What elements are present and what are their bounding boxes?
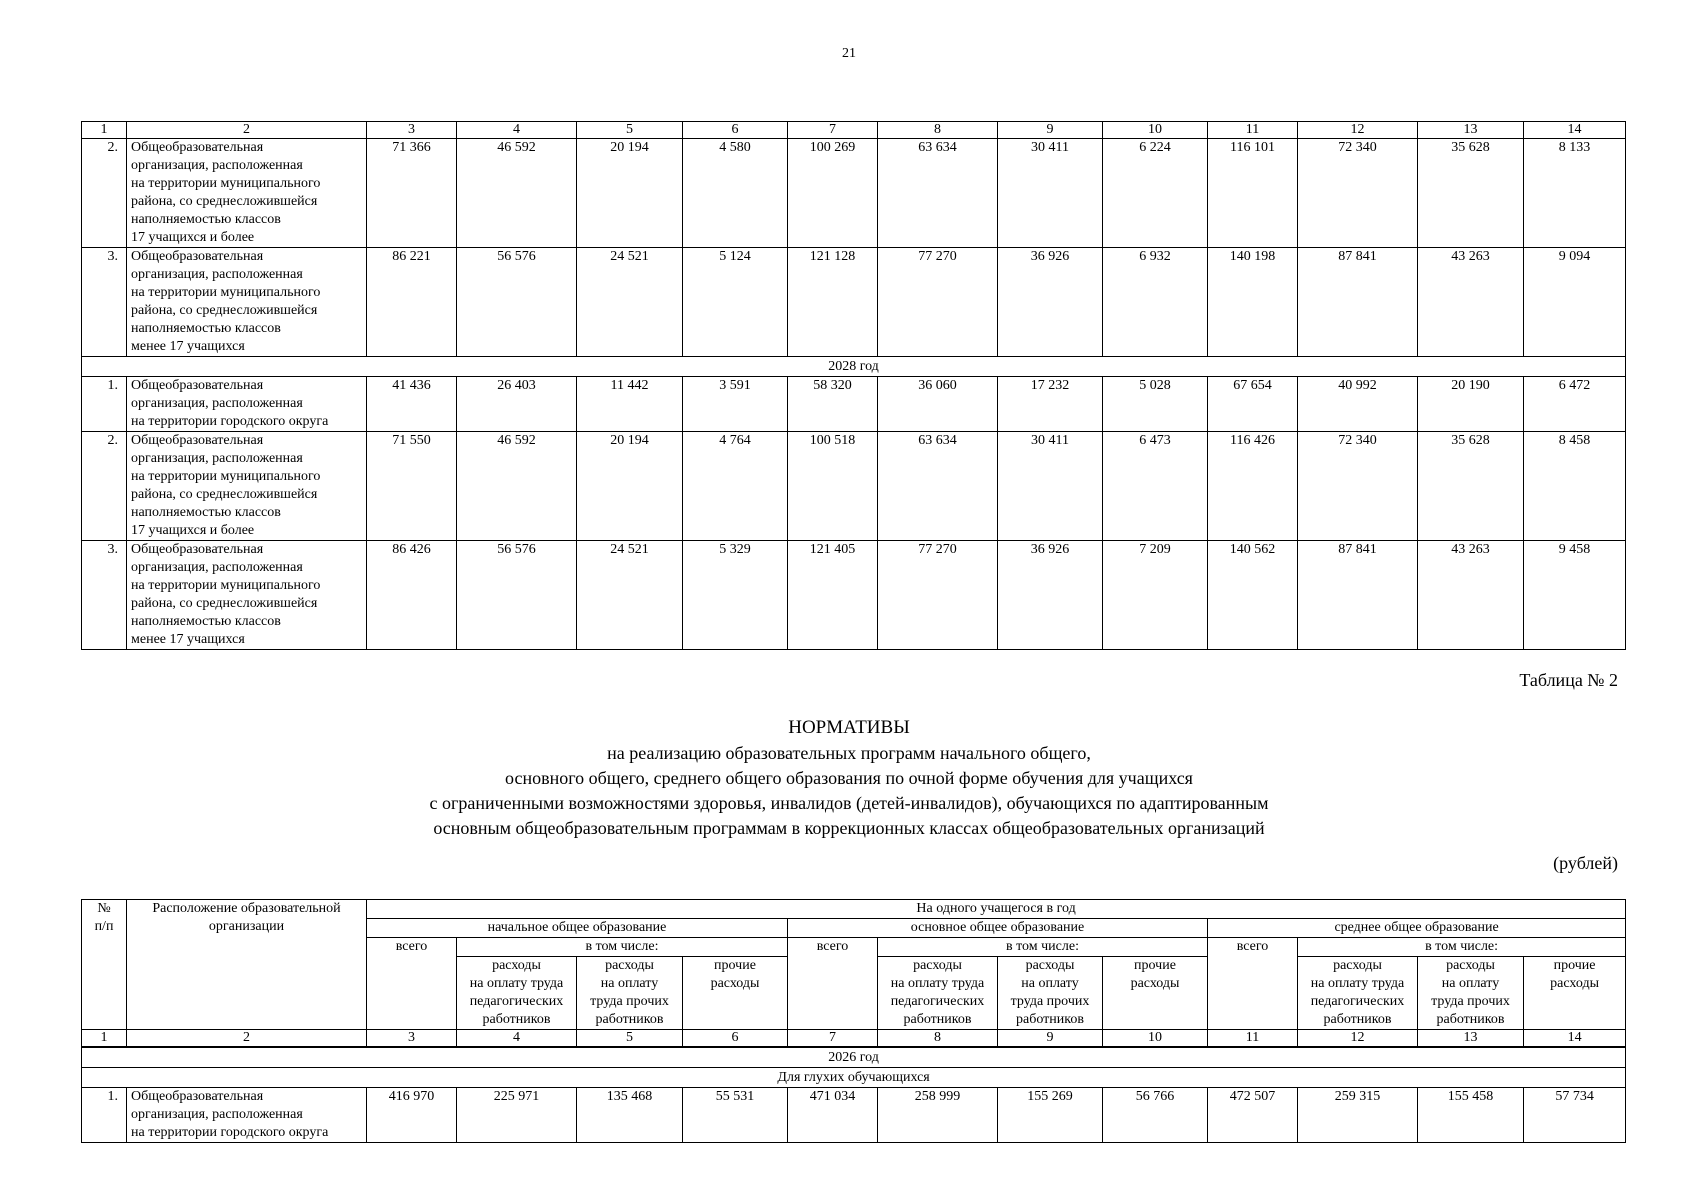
column-number: 12 [1298, 122, 1418, 139]
title-line: основным общеобразовательным программам в коррекционных классах общеобразовательных организаций [433, 818, 1265, 838]
organization-name-line: 17 учащихся и более [131, 230, 255, 245]
header-subcolumn [998, 957, 1103, 1030]
organization-name [127, 541, 367, 650]
organization-name-line: района, со среднесложившейся [131, 596, 318, 611]
row-index: 3. [82, 248, 127, 357]
value-cell: 36 060 [878, 377, 998, 432]
organization-name [127, 139, 367, 248]
header-text: расходы [492, 958, 541, 973]
value-cell: 6 473 [1103, 432, 1208, 541]
header-text: расходы [1130, 976, 1180, 991]
header-text: на оплату труда [1310, 976, 1405, 991]
title-heading: НОРМАТИВЫ [788, 717, 910, 738]
column-number: 5 [577, 1030, 683, 1048]
header-row-1 [82, 900, 1626, 919]
header-text: расходы [605, 958, 654, 973]
value-cell: 5 028 [1103, 377, 1208, 432]
value-cell: 30 411 [998, 139, 1103, 248]
organization-name-line: Общеобразовательная [131, 378, 264, 393]
table-rows-group [82, 139, 1626, 357]
header-text: п/п [94, 919, 114, 934]
value-cell: 30 411 [998, 432, 1103, 541]
organization-name-line: организация, расположенная [131, 158, 303, 173]
header-subcolumn [1103, 957, 1208, 1030]
column-number: 5 [577, 122, 683, 139]
value-cell: 116 101 [1208, 139, 1298, 248]
table-row [82, 248, 1626, 357]
normatives-table-2 [81, 899, 1626, 1143]
organization-name-line: организация, расположенная [131, 267, 303, 282]
header-location [127, 900, 367, 1030]
table-label: Таблица № 2 [1519, 670, 1618, 690]
organization-name-line: организация, расположенная [131, 1107, 303, 1122]
value-cell: 100 269 [788, 139, 878, 248]
value-cell: 72 340 [1298, 432, 1418, 541]
value-cell: 86 221 [367, 248, 457, 357]
value-cell: 121 128 [788, 248, 878, 357]
organization-name-line: на территории городского округа [131, 414, 329, 429]
value-cell: 72 340 [1298, 139, 1418, 248]
value-cell: 4 580 [683, 139, 788, 248]
value-cell: 46 592 [457, 139, 577, 248]
header-text: педагогических [1310, 994, 1405, 1009]
value-cell: 71 366 [367, 139, 457, 248]
organization-name-line: Общеобразовательная [131, 249, 264, 264]
organization-name-line: организация, расположенная [131, 560, 303, 575]
organization-name-line: на территории муниципального [131, 285, 321, 300]
value-cell: 56 576 [457, 541, 577, 650]
organization-name [127, 377, 367, 432]
value-cell: 35 628 [1418, 139, 1524, 248]
organization-name-line: на территории городского округа [131, 1125, 329, 1140]
header-total: всего [788, 938, 878, 1030]
value-cell: 40 992 [1298, 377, 1418, 432]
value-cell: 55 531 [683, 1088, 788, 1143]
value-cell: 140 562 [1208, 541, 1298, 650]
value-cell: 58 320 [788, 377, 878, 432]
category-row [82, 1068, 1626, 1088]
organization-name-line: наполняемостью классов [131, 614, 281, 629]
year-row [82, 357, 1626, 377]
header-total: всего [1208, 938, 1298, 1030]
organization-name-line: на территории муниципального [131, 176, 321, 191]
header-text: на оплату труда [469, 976, 564, 991]
page-number: 21 [842, 46, 856, 61]
organization-name-line: менее 17 учащихся [131, 632, 245, 647]
value-cell: 46 592 [457, 432, 577, 541]
header-text: расходы [1025, 958, 1075, 973]
organization-name-line: организация, расположенная [131, 396, 303, 411]
column-number: 3 [367, 1030, 457, 1048]
column-number: 3 [367, 122, 457, 139]
table-row [82, 1088, 1626, 1143]
year-label: 2026 год [82, 1047, 1626, 1068]
column-number: 6 [683, 1030, 788, 1048]
header-subcolumn [1298, 957, 1418, 1030]
value-cell: 87 841 [1298, 541, 1418, 650]
column-number: 2 [127, 1030, 367, 1048]
table-row [82, 139, 1626, 248]
header-subcolumn [683, 957, 788, 1030]
column-number: 7 [788, 122, 878, 139]
value-cell: 86 426 [367, 541, 457, 650]
organization-name-line: менее 17 учащихся [131, 339, 245, 354]
value-cell: 71 550 [367, 432, 457, 541]
value-cell: 20 194 [577, 432, 683, 541]
header-text: расходы [1446, 958, 1495, 973]
value-cell: 472 507 [1208, 1088, 1298, 1143]
value-cell: 56 576 [457, 248, 577, 357]
header-level-basic: основное общее образование [788, 919, 1208, 938]
column-numbers-row [82, 122, 1626, 139]
column-number: 10 [1103, 122, 1208, 139]
category-label: Для глухих обучающихся [82, 1068, 1626, 1088]
header-text: организации [208, 919, 285, 934]
value-cell: 225 971 [457, 1088, 577, 1143]
value-cell: 259 315 [1298, 1088, 1418, 1143]
value-cell: 35 628 [1418, 432, 1524, 541]
value-cell: 135 468 [577, 1088, 683, 1143]
normatives-table-continued [81, 121, 1626, 650]
header-text: работников [903, 1012, 972, 1027]
column-number: 9 [998, 1030, 1103, 1048]
column-number: 7 [788, 1030, 878, 1048]
header-text: расходы [1333, 958, 1382, 973]
header-text: прочие [1134, 958, 1176, 973]
column-number: 11 [1208, 1030, 1298, 1048]
value-cell: 6 932 [1103, 248, 1208, 357]
organization-name [127, 432, 367, 541]
value-cell: 155 458 [1418, 1088, 1524, 1143]
value-cell: 43 263 [1418, 541, 1524, 650]
column-number: 1 [82, 122, 127, 139]
value-cell: 24 521 [577, 541, 683, 650]
value-cell: 63 634 [878, 139, 998, 248]
organization-name-line: наполняемостью классов [131, 212, 281, 227]
value-cell: 67 654 [1208, 377, 1298, 432]
header-text: прочие [714, 958, 756, 973]
value-cell: 6 472 [1524, 377, 1626, 432]
value-cell: 43 263 [1418, 248, 1524, 357]
value-cell: 26 403 [457, 377, 577, 432]
header-subcolumn [1418, 957, 1524, 1030]
organization-name-line: района, со среднесложившейся [131, 303, 318, 318]
header-text: на оплату [600, 976, 659, 991]
row-index: 1. [82, 1088, 127, 1143]
value-cell: 77 270 [878, 541, 998, 650]
value-cell: 6 224 [1103, 139, 1208, 248]
value-cell: 116 426 [1208, 432, 1298, 541]
column-number: 4 [457, 1030, 577, 1048]
column-number: 13 [1418, 1030, 1524, 1048]
value-cell: 57 734 [1524, 1088, 1626, 1143]
header-total: всего [367, 938, 457, 1030]
header-text: № [97, 901, 111, 916]
column-number: 11 [1208, 122, 1298, 139]
table-row [82, 541, 1626, 650]
organization-name-line: на территории муниципального [131, 578, 321, 593]
table-rows-group [82, 377, 1626, 650]
units-label: (рублей) [1553, 853, 1618, 873]
year-label: 2028 год [82, 357, 1626, 377]
value-cell: 36 926 [998, 541, 1103, 650]
column-number: 14 [1524, 122, 1626, 139]
header-text: работников [595, 1012, 664, 1027]
header-text: труда прочих [1010, 994, 1090, 1009]
value-cell: 121 405 [788, 541, 878, 650]
organization-name-line: Общеобразовательная [131, 140, 264, 155]
row-index: 2. [82, 432, 127, 541]
column-number: 2 [127, 122, 367, 139]
header-including: в том числе: [878, 938, 1208, 957]
organization-name-line: Общеобразовательная [131, 433, 264, 448]
header-including: в том числе: [1298, 938, 1626, 957]
header-text: расходы [1550, 976, 1599, 991]
organization-name-line: наполняемостью классов [131, 321, 281, 336]
column-number: 10 [1103, 1030, 1208, 1048]
header-text: труда прочих [1431, 994, 1510, 1009]
header-text: расходы [710, 976, 760, 991]
document-title [0, 715, 1698, 841]
value-cell: 24 521 [577, 248, 683, 357]
header-subcolumn [1524, 957, 1626, 1030]
header-text: труда прочих [590, 994, 669, 1009]
value-cell: 41 436 [367, 377, 457, 432]
value-cell: 100 518 [788, 432, 878, 541]
value-cell: 77 270 [878, 248, 998, 357]
header-text: расходы [913, 958, 962, 973]
organization-name-line: района, со среднесложившейся [131, 487, 318, 502]
organization-name-line: Общеобразовательная [131, 1089, 264, 1104]
column-number: 6 [683, 122, 788, 139]
year-row [82, 1047, 1626, 1068]
header-text: работников [482, 1012, 551, 1027]
value-cell: 258 999 [878, 1088, 998, 1143]
row-index: 1. [82, 377, 127, 432]
value-cell: 7 209 [1103, 541, 1208, 650]
organization-name-line: на территории муниципального [131, 469, 321, 484]
organization-name-line: наполняемостью классов [131, 505, 281, 520]
row-index: 3. [82, 541, 127, 650]
column-number: 8 [878, 1030, 998, 1048]
value-cell: 9 458 [1524, 541, 1626, 650]
column-number: 8 [878, 122, 998, 139]
column-number: 9 [998, 122, 1103, 139]
header-text: Расположение образовательной [152, 901, 341, 916]
value-cell: 4 764 [683, 432, 788, 541]
header-level-primary: начальное общее образование [367, 919, 788, 938]
header-text: на оплату [1441, 976, 1500, 991]
header-subcolumn [457, 957, 577, 1030]
organization-name-line: 17 учащихся и более [131, 523, 255, 538]
organization-name-line: района, со среднесложившейся [131, 194, 318, 209]
header-text: педагогических [469, 994, 564, 1009]
organization-name-line: организация, расположенная [131, 451, 303, 466]
value-cell: 11 442 [577, 377, 683, 432]
value-cell: 8 458 [1524, 432, 1626, 541]
value-cell: 471 034 [788, 1088, 878, 1143]
value-cell: 17 232 [998, 377, 1103, 432]
title-line: с ограниченными возможностями здоровья, инвалидов (детей-инвалидов), обучающихся по адаптированным [429, 793, 1269, 813]
value-cell: 9 094 [1524, 248, 1626, 357]
value-cell: 36 926 [998, 248, 1103, 357]
value-cell: 20 190 [1418, 377, 1524, 432]
header-text: прочие [1553, 958, 1596, 973]
value-cell: 5 329 [683, 541, 788, 650]
header-text: работников [1436, 1012, 1505, 1027]
value-cell: 416 970 [367, 1088, 457, 1143]
column-number: 12 [1298, 1030, 1418, 1048]
column-number: 14 [1524, 1030, 1626, 1048]
row-index: 2. [82, 139, 127, 248]
value-cell: 3 591 [683, 377, 788, 432]
value-cell: 155 269 [998, 1088, 1103, 1143]
title-line: основного общего, среднего общего образования по очной форме обучения для учащихся [505, 768, 1193, 788]
header-per-student: На одного учащегося в год [367, 900, 1626, 919]
value-cell: 5 124 [683, 248, 788, 357]
organization-name [127, 248, 367, 357]
value-cell: 8 133 [1524, 139, 1626, 248]
header-text: на оплату труда [890, 976, 985, 991]
header-text: работников [1323, 1012, 1392, 1027]
value-cell: 140 198 [1208, 248, 1298, 357]
table-rows-group [82, 1088, 1626, 1143]
header-text: на оплату [1021, 976, 1079, 991]
column-number: 4 [457, 122, 577, 139]
organization-name [127, 1088, 367, 1143]
value-cell: 56 766 [1103, 1088, 1208, 1143]
value-cell: 87 841 [1298, 248, 1418, 357]
table-row [82, 377, 1626, 432]
header-text: работников [1016, 1012, 1084, 1027]
header-number [82, 900, 127, 1030]
header-subcolumn [878, 957, 998, 1030]
column-numbers-row [82, 1030, 1626, 1048]
column-number: 13 [1418, 122, 1524, 139]
header-including: в том числе: [457, 938, 788, 957]
header-level-secondary: среднее общее образование [1208, 919, 1626, 938]
column-number: 1 [82, 1030, 127, 1048]
value-cell: 20 194 [577, 139, 683, 248]
header-text: педагогических [890, 994, 985, 1009]
title-line: на реализацию образовательных программ начального общего, [607, 743, 1091, 763]
table-row [82, 432, 1626, 541]
header-subcolumn [577, 957, 683, 1030]
value-cell: 63 634 [878, 432, 998, 541]
organization-name-line: Общеобразовательная [131, 542, 264, 557]
